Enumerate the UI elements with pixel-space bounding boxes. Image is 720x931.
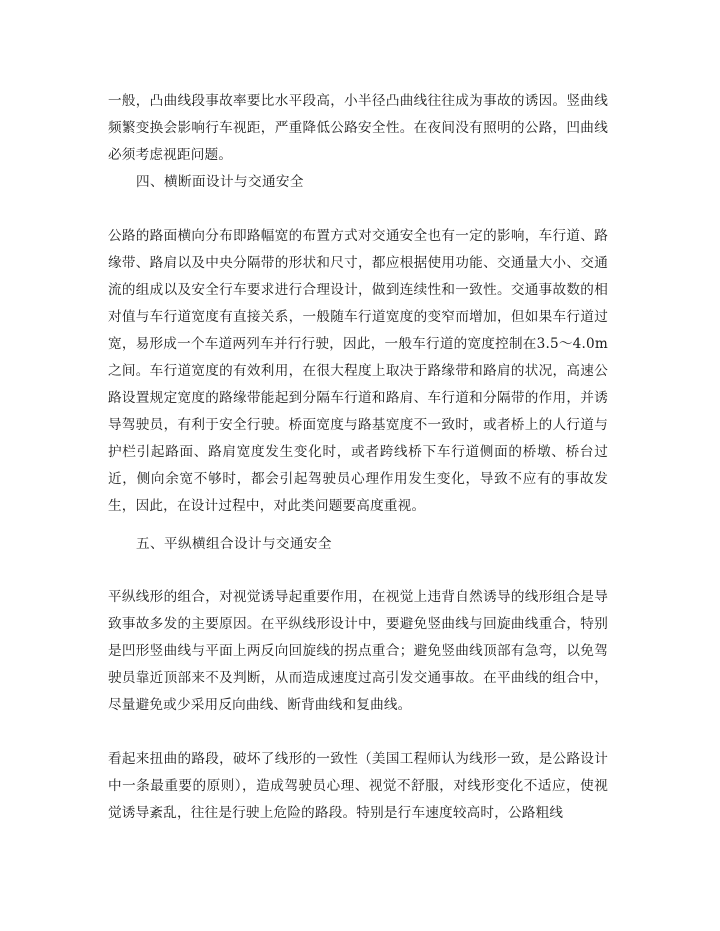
body-paragraph: 看起来扭曲的路段，破坏了线形的一致性（美国工程师认为线形一致，是公路设计中一条最重要的原则），造成驾驶员心理、视觉不舒服，对线形变化不适应，使视觉诱导紊乱，往往是行驶上危险的路段。特别是行车速度较高时，公路粗线	[108, 751, 608, 821]
section-heading: 四、横断面设计与交通安全	[136, 174, 304, 190]
section-heading: 五、平纵横组合设计与交通安全	[136, 536, 332, 552]
body-paragraph: 一般，凸曲线段事故率要比水平段高，小半径凸曲线往往成为事故的诱因。竖曲线频繁变换会影响行车视距，严重降低公路安全性。在夜间没有照明的公路，凹曲线必须考虑视距问题。	[108, 93, 608, 163]
body-paragraph: 平纵线形的组合，对视觉诱导起重要作用，在视觉上违背自然诱导的线形组合是导致事故多发的主要原因。在平纵线形设计中，要避免竖曲线与回旋曲线重合，特别是凹形竖曲线与平面上两反向回旋线的拐点重合；避免竖曲线顶部有急弯，以免驾驶员靠近顶部来不及判断，从而造成速度过高引发交通事故。在平曲线的组合中，尽量避免或少采用反向曲线、断背曲线和复曲线。	[108, 589, 608, 713]
body-paragraph: 公路的路面横向分布即路幅宽的布置方式对交通安全也有一定的影响，车行道、路缘带、路肩以及中央分隔带的形状和尺寸，都应根据使用功能、交通量大小、交通流的组成以及安全行车要求进行合理设计，做到连续性和一致性。交通事故数的相对值与车行道宽度有直接关系，一般随车行道宽度的变窄而增加，但如果车行道过宽，易形成一个车道两列车并行行驶，因此，一般车行道的宽度控制在3.5～4.0m之间。车行道宽度的有效利用，在很大程度上取决于路缘带和路肩的状况，高速公路设置规定宽度的路缘带能起到分隔车行道和路肩、车行道和分隔带的作用，并诱导驾驶员，有利于安全行驶。桥面宽度与路基宽度不一致时，或者桥上的人行道与护栏引起路面、路肩宽度发生变化时，或者跨线桥下车行道侧面的桥墩、桥台过近，侧向余宽不够时，都会引起驾驶员心理作用发生变化，导致不应有的事故发生，因此，在设计过程中，对此类问题要高度重视。	[108, 228, 608, 514]
